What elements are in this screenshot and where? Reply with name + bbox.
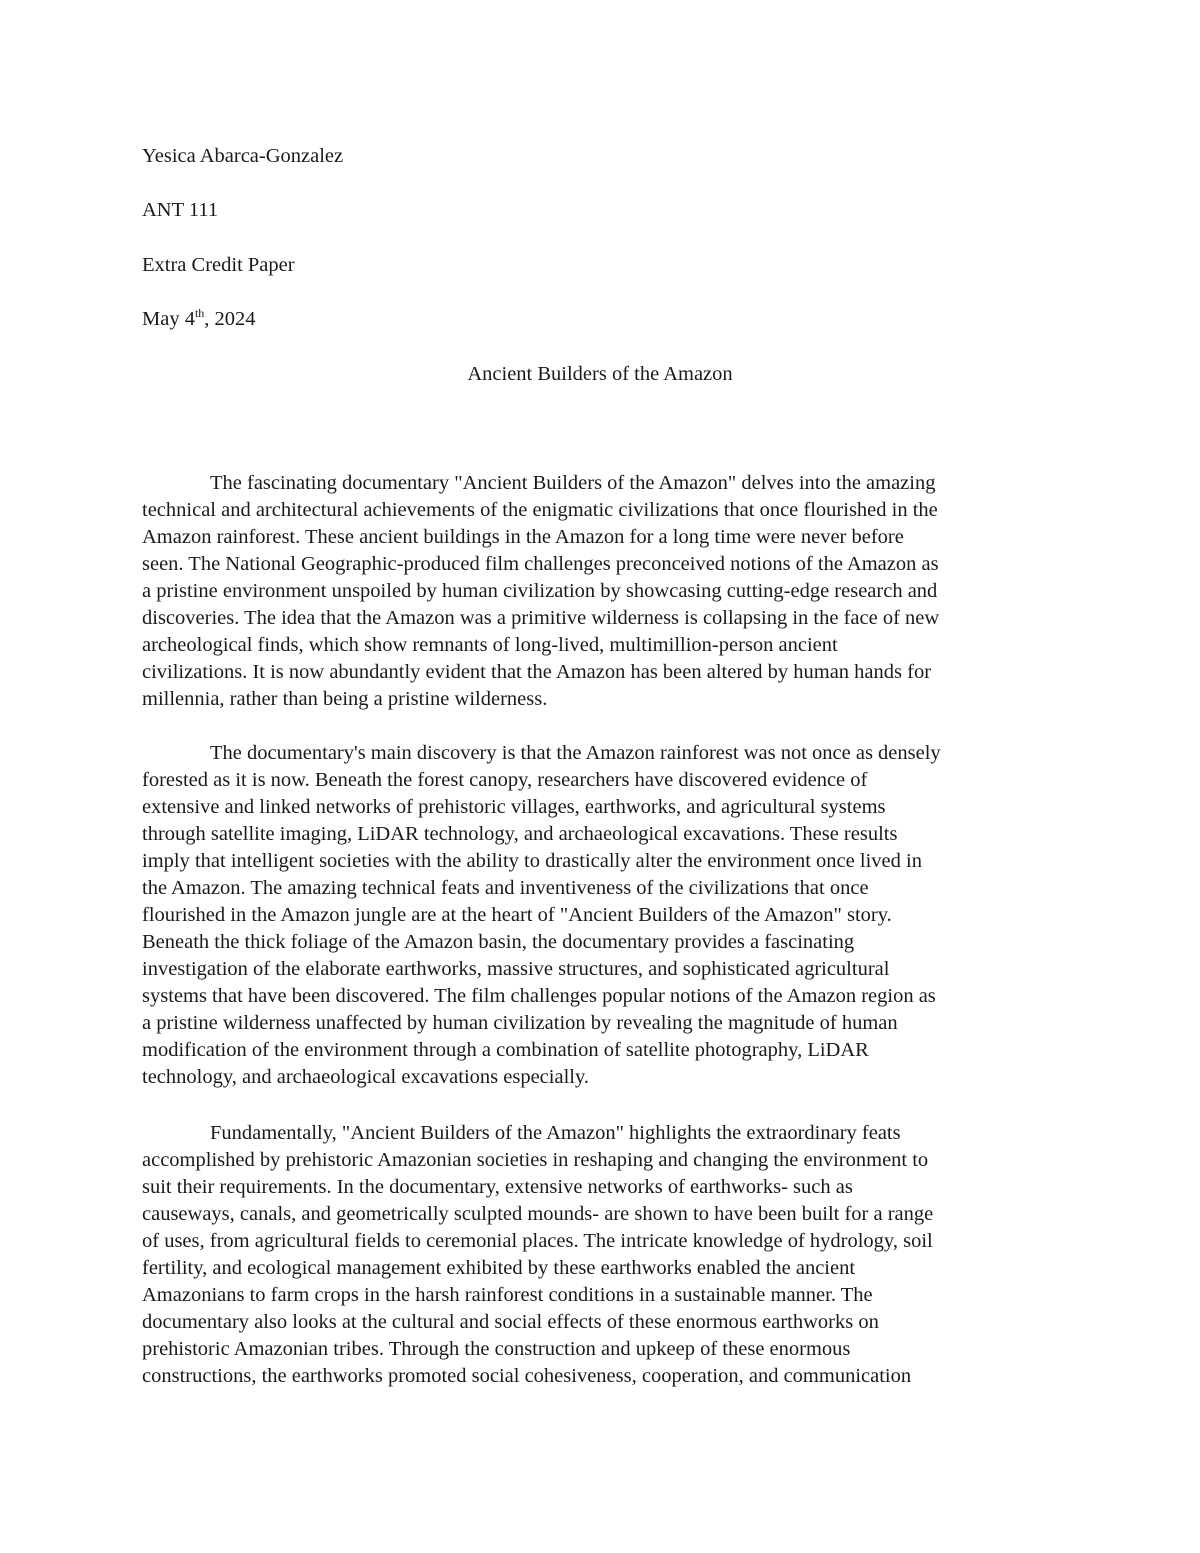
date-prefix: May 4 — [142, 308, 195, 330]
paragraph-line: Fundamentally, "Ancient Builders of the Amazon" highlights the extraordinary feats — [210, 1122, 901, 1144]
paragraph-line: discoveries. The idea that the Amazon was a primitive wilderness is collapsing in the face of new — [142, 607, 940, 629]
paragraph-line: suit their requirements. In the documentary, extensive networks of earthworks- such as — [142, 1176, 853, 1198]
paragraph-1 — [142, 470, 1062, 713]
paragraph-line: constructions, the earthworks promoted social cohesiveness, cooperation, and communication — [142, 1365, 912, 1387]
paragraph-line: a pristine environment unspoiled by human civilization by showcasing cutting-edge research and — [142, 580, 938, 602]
date-superscript: th — [194, 306, 205, 321]
paragraph-line: Amazon rainforest. These ancient buildings in the Amazon for a long time were never before — [142, 526, 904, 548]
paragraph-line: archeological finds, which show remnants of long-lived, multimillion-person ancient — [142, 634, 838, 656]
paragraph-line: extensive and linked networks of prehistoric villages, earthworks, and agricultural systems — [142, 796, 886, 818]
paragraph-2 — [142, 740, 1062, 1091]
paragraph-line: modification of the environment through a combination of satellite photography, LiDAR — [142, 1039, 869, 1061]
paragraph-line: civilizations. It is now abundantly evident that the Amazon has been altered by human hands for — [142, 661, 932, 683]
paragraph-line: fertility, and ecological management exhibited by these earthworks enabled the ancient — [142, 1257, 856, 1279]
paragraph-line: Beneath the thick foliage of the Amazon basin, the documentary provides a fascinating — [142, 931, 855, 953]
date-suffix: , 2024 — [204, 308, 256, 330]
paragraph-line: causeways, canals, and geometrically sculpted mounds- are shown to have been built for a range — [142, 1203, 934, 1225]
paragraph-3 — [142, 1120, 1062, 1390]
paragraph-line: of uses, from agricultural fields to ceremonial places. The intricate knowledge of hydrology, soil — [142, 1230, 933, 1252]
paragraph-line: millennia, rather than being a pristine wilderness. — [142, 688, 548, 710]
paragraph-line: through satellite imaging, LiDAR technology, and archaeological excavations. These results — [142, 823, 898, 845]
paragraph-line: The fascinating documentary "Ancient Builders of the Amazon" delves into the amazing — [210, 472, 936, 494]
paragraph-line: technical and architectural achievements of the enigmatic civilizations that once flourished in the — [142, 499, 938, 521]
course-code: ANT 111 — [142, 199, 219, 221]
paragraph-line: systems that have been discovered. The film challenges popular notions of the Amazon region as — [142, 985, 936, 1007]
assignment-name: Extra Credit Paper — [142, 254, 295, 276]
paragraph-line: Amazonians to farm crops in the harsh rainforest conditions in a sustainable manner. The — [142, 1284, 873, 1306]
paragraph-line: forested as it is now. Beneath the forest canopy, researchers have discovered evidence of — [142, 769, 868, 791]
paragraph-line: flourished in the Amazon jungle are at the heart of "Ancient Builders of the Amazon" story. — [142, 904, 892, 926]
paragraph-line: prehistoric Amazonian tribes. Through the construction and upkeep of these enormous — [142, 1338, 851, 1360]
paragraph-line: accomplished by prehistoric Amazonian societies in reshaping and changing the environment to — [142, 1149, 929, 1171]
paragraph-line: documentary also looks at the cultural and social effects of these enormous earthworks on — [142, 1311, 879, 1333]
author-name: Yesica Abarca-Gonzalez — [142, 145, 344, 167]
paragraph-line: the Amazon. The amazing technical feats and inventiveness of the civilizations that once — [142, 877, 869, 899]
paragraph-line: investigation of the elaborate earthworks, massive structures, and sophisticated agricultural — [142, 958, 890, 980]
paragraph-line: seen. The National Geographic-produced film challenges preconceived notions of the Amazon as — [142, 553, 939, 575]
date-line — [142, 306, 256, 333]
paragraph-line: The documentary's main discovery is that the Amazon rainforest was not once as densely — [210, 742, 941, 764]
paragraph-line: technology, and archaeological excavations especially. — [142, 1066, 590, 1088]
paper-title: Ancient Builders of the Amazon — [467, 363, 733, 385]
paragraph-line: imply that intelligent societies with the ability to drastically alter the environment once lived in — [142, 850, 922, 872]
paragraph-line: a pristine wilderness unaffected by human civilization by revealing the magnitude of human — [142, 1012, 898, 1034]
